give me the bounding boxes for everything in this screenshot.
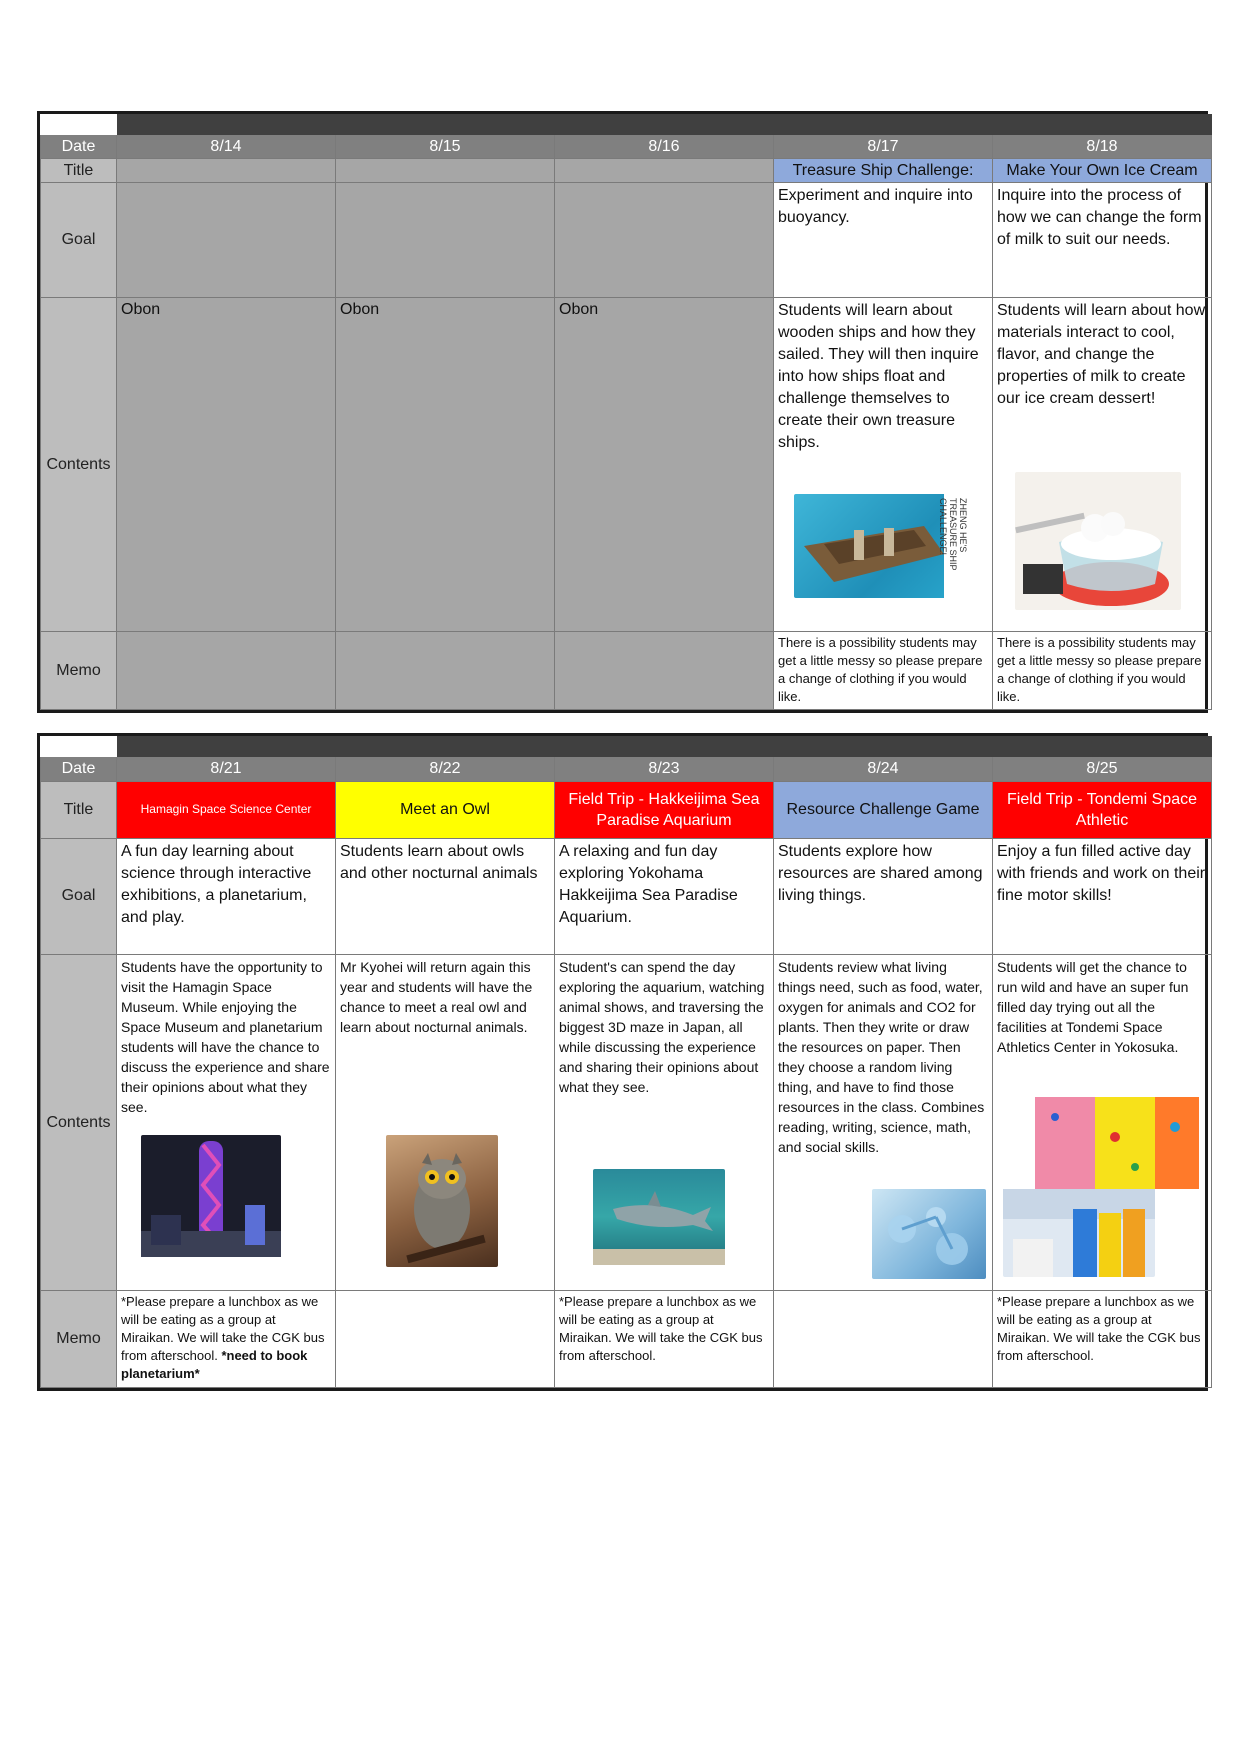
- contents-text: Students will learn about wooden ships and how they sailed. They will then inquire into how ships float and challenge themselves to create their own treasure ships.: [778, 302, 979, 452]
- memo-cell: [336, 632, 555, 710]
- contents-text: Students will get the chance to run wild and have an super fun filled day trying out all the facilities at Tondemi Space Athletics Center in Yokosuka.: [997, 959, 1189, 1055]
- header-band: [774, 115, 993, 135]
- memo-text: *Please prepare a lunchbox as we will be eating as a group at Miraikan. We will take the CGK bus from afterschool.: [121, 1294, 325, 1364]
- title-cell: [555, 159, 774, 183]
- date-cell: 8/22: [336, 757, 555, 781]
- title-label: Title: [41, 781, 117, 838]
- ice-cream-illustration: [1015, 472, 1181, 610]
- header-band: [774, 737, 993, 757]
- goal-label: Goal: [41, 183, 117, 298]
- memo-cell: [117, 1291, 336, 1388]
- header-band: [336, 115, 555, 135]
- date-cell: 8/14: [117, 135, 336, 159]
- header-band: [117, 737, 336, 757]
- title-cell: Meet an Owl: [336, 781, 555, 838]
- goal-cell: [555, 183, 774, 298]
- memo-cell: There is a possibility students may get a little messy so please prepare a change of clothing if you would like.: [993, 632, 1212, 710]
- header-band: [555, 115, 774, 135]
- week2-schedule-table: [37, 733, 1208, 1391]
- goal-label: Goal: [41, 838, 117, 954]
- header-band: [993, 115, 1212, 135]
- memo-cell: [117, 632, 336, 710]
- memo-cell: [774, 1291, 993, 1388]
- date-label: Date: [41, 757, 117, 781]
- title-cell: [336, 159, 555, 183]
- contents-text: Students have the opportunity to visit the Hamagin Space Museum. While enjoying the Space Museum and planetarium students will have the chance to discuss the experience and share their opinions about what they see.: [121, 959, 330, 1115]
- header-band: [555, 737, 774, 757]
- contents-text: Mr Kyohei will return again this year and students will have the chance to meet a real owl and learn about nocturnal animals.: [340, 959, 533, 1035]
- goal-cell: A fun day learning about science through interactive exhibitions, a planetarium, and play.: [117, 838, 336, 954]
- shark-illustration: [593, 1169, 725, 1265]
- date-cell: 8/17: [774, 135, 993, 159]
- memo-cell: *Please prepare a lunchbox as we will be eating as a group at Miraikan. We will take the CGK bus from afterschool.: [555, 1291, 774, 1388]
- contents-cell: Obon: [555, 298, 774, 632]
- memo-cell: There is a possibility students may get a little messy so please prepare a change of clothing if you would like.: [774, 632, 993, 710]
- owl-illustration: [386, 1135, 498, 1267]
- contents-cell: [774, 955, 993, 1291]
- date-label: Date: [41, 135, 117, 159]
- goal-cell: Enjoy a fun filled active day with friends and work on their fine motor skills!: [993, 838, 1212, 954]
- title-cell: Make Your Own Ice Cream: [993, 159, 1212, 183]
- header-band: [336, 737, 555, 757]
- title-label: Title: [41, 159, 117, 183]
- title-cell: Hamagin Space Science Center: [117, 781, 336, 838]
- contents-cell: [774, 298, 993, 632]
- contents-text: Student's can spend the day exploring the aquarium, watching animal shows, and traversing the biggest 3D maze in Japan, all while discussing the experience and sharing their opinions about what they see.: [559, 959, 765, 1095]
- athletics-center-image: [1003, 1189, 1155, 1277]
- memo-label: Memo: [41, 1291, 117, 1388]
- goal-cell: Students learn about owls and other nocturnal animals: [336, 838, 555, 954]
- contents-cell: Obon: [117, 298, 336, 632]
- owl-image: [386, 1135, 498, 1267]
- goal-cell: [117, 183, 336, 298]
- contents-cell: [993, 298, 1212, 632]
- date-cell: 8/25: [993, 757, 1212, 781]
- header-corner: [41, 737, 117, 757]
- date-cell: 8/18: [993, 135, 1212, 159]
- date-cell: 8/16: [555, 135, 774, 159]
- contents-cell: [555, 955, 774, 1291]
- memo-cell: [336, 1291, 555, 1388]
- ice-cream-image: [1015, 472, 1181, 610]
- contents-cell: [993, 955, 1212, 1291]
- goal-cell: Students explore how resources are shared among living things.: [774, 838, 993, 954]
- climbing-wall-image: [1035, 1097, 1199, 1189]
- molecules-image: [872, 1189, 986, 1279]
- goal-cell: A relaxing and fun day exploring Yokohama Hakkeijima Sea Paradise Aquarium.: [555, 838, 774, 954]
- climbing-wall-illustration: [1035, 1097, 1199, 1189]
- header-band: [993, 737, 1212, 757]
- title-cell: Resource Challenge Game: [774, 781, 993, 838]
- title-cell: [117, 159, 336, 183]
- contents-cell: Obon: [336, 298, 555, 632]
- week1-schedule-table: [37, 111, 1208, 713]
- date-cell: 8/23: [555, 757, 774, 781]
- date-cell: 8/15: [336, 135, 555, 159]
- memo-cell: [555, 632, 774, 710]
- contents-label: Contents: [41, 298, 117, 632]
- contents-cell: [117, 955, 336, 1291]
- goal-cell: Experiment and inquire into buoyancy.: [774, 183, 993, 298]
- contents-cell: [336, 955, 555, 1291]
- ship-image-caption: ZHENG HE'S TREASURE SHIP CHALLENGE!: [938, 498, 968, 571]
- goal-cell: Inquire into the process of how we can change the form of milk to suit our needs.: [993, 183, 1212, 298]
- date-cell: 8/21: [117, 757, 336, 781]
- treasure-ship-image: [794, 494, 972, 598]
- molecules-illustration: [872, 1189, 986, 1279]
- header-corner: [41, 115, 117, 135]
- contents-label: Contents: [41, 955, 117, 1291]
- memo-label: Memo: [41, 632, 117, 710]
- goal-cell: [336, 183, 555, 298]
- memo-cell: *Please prepare a lunchbox as we will be eating as a group at Miraikan. We will take the CGK bus from afterschool.: [993, 1291, 1212, 1388]
- contents-text: Students will learn about how materials interact to cool, flavor, and change the properties of milk to create our ice cream dessert!: [997, 302, 1206, 408]
- aquarium-image: [593, 1169, 725, 1265]
- title-cell: Treasure Ship Challenge:: [774, 159, 993, 183]
- space-center-image: [141, 1135, 281, 1257]
- contents-text: Students review what living things need, such as food, water, oxygen for animals and CO2 for plants. Then they write or draw the resources on paper. Then they choose a random living thing, and have to find those resources in the class. Combines reading, writing, science, math, and social skills.: [778, 959, 985, 1155]
- title-cell: Field Trip - Tondemi Space Athletic: [993, 781, 1212, 838]
- date-cell: 8/24: [774, 757, 993, 781]
- title-cell: Field Trip - Hakkeijima Sea Paradise Aquarium: [555, 781, 774, 838]
- header-band: [117, 115, 336, 135]
- space-center-illustration: [141, 1135, 281, 1257]
- memo-bold-note: *need to book planetarium*: [121, 1348, 308, 1382]
- athletics-center-illustration: [1003, 1189, 1155, 1277]
